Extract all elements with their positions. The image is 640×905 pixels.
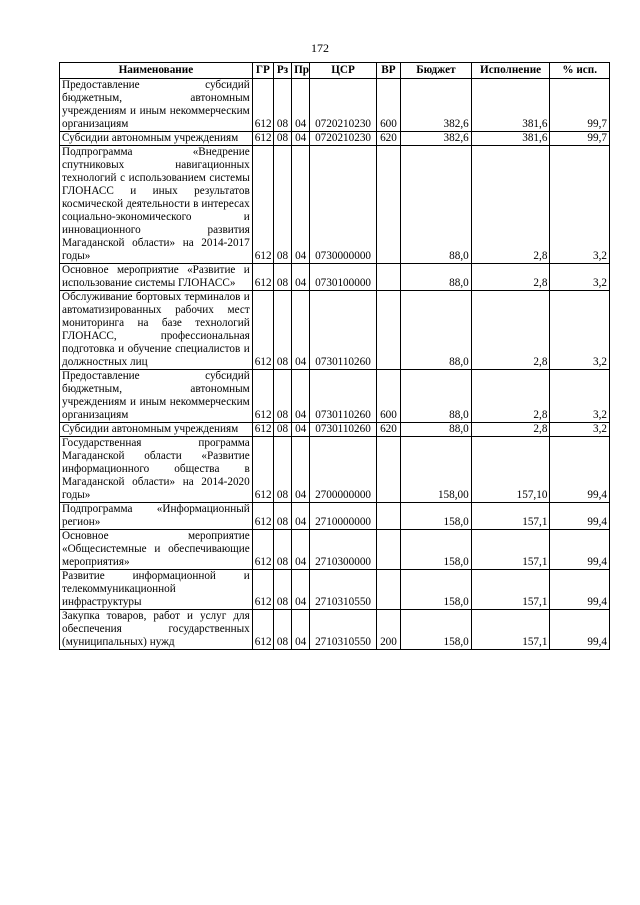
cell-name: Предоставление субсидий бюджетным, автономным учреждениям и иным некоммерческим организациям: [60, 370, 253, 423]
cell-budget: 158,0: [401, 610, 472, 650]
cell-vr: 620: [376, 423, 400, 437]
cell-pr: 04: [292, 570, 310, 610]
header-percent: % исп.: [550, 63, 610, 79]
table-header: [60, 63, 610, 79]
cell-rz: 08: [273, 291, 291, 370]
header-name: Наименование: [60, 63, 253, 79]
budget-table: [59, 62, 610, 650]
cell-execution: 157,1: [471, 570, 550, 610]
cell-name: Закупка товаров, работ и услуг для обеспечения государственных (муниципальных) нужд: [60, 610, 253, 650]
cell-budget: 88,0: [401, 423, 472, 437]
cell-pr: 04: [292, 610, 310, 650]
header-vr: ВР: [376, 63, 400, 79]
cell-gr: 612: [252, 570, 273, 610]
cell-execution: 157,1: [471, 610, 550, 650]
cell-execution: 381,6: [471, 79, 550, 132]
cell-csr: 0730000000: [310, 146, 377, 264]
cell-pr: 04: [292, 79, 310, 132]
cell-percent: 3,2: [550, 423, 610, 437]
cell-vr: 600: [376, 79, 400, 132]
cell-pr: 04: [292, 264, 310, 291]
cell-csr: 2710300000: [310, 530, 377, 570]
cell-vr: [376, 530, 400, 570]
cell-percent: 99,4: [550, 530, 610, 570]
cell-name: Подпрограмма «Внедрение спутниковых навигационных технологий с использованием системы ГЛОНАСС и иных результатов космической деятельности в интересах социально-экономического и инновационного развития Магаданской области» на 2014-2017 годы»: [60, 146, 253, 264]
cell-budget: 88,0: [401, 291, 472, 370]
cell-gr: 612: [252, 146, 273, 264]
cell-rz: 08: [273, 146, 291, 264]
cell-pr: 04: [292, 132, 310, 146]
cell-pr: 04: [292, 291, 310, 370]
cell-name: Субсидии автономным учреждениям: [60, 423, 253, 437]
cell-percent: 3,2: [550, 146, 610, 264]
cell-budget: 158,00: [401, 437, 472, 503]
cell-percent: 3,2: [550, 370, 610, 423]
header-csr: ЦСР: [310, 63, 377, 79]
cell-gr: 612: [252, 132, 273, 146]
table-row: [60, 79, 610, 132]
cell-execution: 157,1: [471, 530, 550, 570]
cell-execution: 2,8: [471, 264, 550, 291]
cell-rz: 08: [273, 610, 291, 650]
header-pr: Пр: [292, 63, 310, 79]
page-number: 172: [311, 41, 329, 55]
cell-csr: 2710310550: [310, 610, 377, 650]
cell-vr: [376, 503, 400, 530]
header-rz: Рз: [273, 63, 291, 79]
cell-budget: 88,0: [401, 264, 472, 291]
cell-rz: 08: [273, 437, 291, 503]
cell-gr: 612: [252, 610, 273, 650]
cell-execution: 381,6: [471, 132, 550, 146]
cell-vr: [376, 570, 400, 610]
cell-gr: 612: [252, 503, 273, 530]
cell-vr: [376, 264, 400, 291]
cell-budget: 382,6: [401, 132, 472, 146]
table-row: [60, 530, 610, 570]
cell-name: Субсидии автономным учреждениям: [60, 132, 253, 146]
cell-rz: 08: [273, 570, 291, 610]
cell-gr: 612: [252, 264, 273, 291]
cell-budget: 88,0: [401, 370, 472, 423]
table-row: [60, 146, 610, 264]
header-execution: Исполнение: [471, 63, 550, 79]
cell-pr: 04: [292, 437, 310, 503]
cell-execution: 157,10: [471, 437, 550, 503]
cell-rz: 08: [273, 423, 291, 437]
cell-percent: 99,7: [550, 132, 610, 146]
cell-name: Предоставление субсидий бюджетным, автономным учреждениям и иным некоммерческим организациям: [60, 79, 253, 132]
table-row: [60, 423, 610, 437]
table-row: [60, 264, 610, 291]
cell-rz: 08: [273, 132, 291, 146]
cell-execution: 2,8: [471, 370, 550, 423]
cell-csr: 0720210230: [310, 79, 377, 132]
cell-pr: 04: [292, 146, 310, 264]
cell-vr: 200: [376, 610, 400, 650]
table-row: [60, 291, 610, 370]
header-row: [60, 63, 610, 79]
cell-pr: 04: [292, 530, 310, 570]
cell-gr: 612: [252, 291, 273, 370]
table-row: [60, 437, 610, 503]
cell-gr: 612: [252, 423, 273, 437]
cell-rz: 08: [273, 79, 291, 132]
cell-budget: 158,0: [401, 570, 472, 610]
table-row: [60, 610, 610, 650]
cell-rz: 08: [273, 370, 291, 423]
cell-budget: 158,0: [401, 503, 472, 530]
cell-budget: 158,0: [401, 530, 472, 570]
table-row: [60, 370, 610, 423]
cell-pr: 04: [292, 370, 310, 423]
cell-gr: 612: [252, 79, 273, 132]
cell-budget: 382,6: [401, 79, 472, 132]
cell-vr: 620: [376, 132, 400, 146]
cell-name: Государственная программа Магаданской области «Развитие информационного общества в Магаданской области» на 2014-2020 годы»: [60, 437, 253, 503]
cell-percent: 99,4: [550, 437, 610, 503]
cell-csr: 0720210230: [310, 132, 377, 146]
cell-rz: 08: [273, 264, 291, 291]
cell-percent: 99,4: [550, 610, 610, 650]
cell-percent: 99,4: [550, 503, 610, 530]
cell-rz: 08: [273, 503, 291, 530]
cell-gr: 612: [252, 437, 273, 503]
cell-rz: 08: [273, 530, 291, 570]
cell-csr: 0730110260: [310, 423, 377, 437]
table-row: [60, 570, 610, 610]
cell-csr: 0730100000: [310, 264, 377, 291]
cell-percent: 99,4: [550, 570, 610, 610]
header-budget: Бюджет: [401, 63, 472, 79]
cell-vr: [376, 291, 400, 370]
cell-percent: 3,2: [550, 264, 610, 291]
cell-name: Развитие информационной и телекоммуникационной инфраструктуры: [60, 570, 253, 610]
cell-percent: 99,7: [550, 79, 610, 132]
cell-csr: 2710000000: [310, 503, 377, 530]
cell-vr: [376, 146, 400, 264]
cell-gr: 612: [252, 530, 273, 570]
table-row: [60, 503, 610, 530]
cell-execution: 2,8: [471, 423, 550, 437]
cell-vr: [376, 437, 400, 503]
cell-execution: 157,1: [471, 503, 550, 530]
cell-pr: 04: [292, 423, 310, 437]
cell-execution: 2,8: [471, 291, 550, 370]
cell-pr: 04: [292, 503, 310, 530]
cell-csr: 0730110260: [310, 370, 377, 423]
cell-percent: 3,2: [550, 291, 610, 370]
cell-csr: 0730110260: [310, 291, 377, 370]
header-gr: ГР: [252, 63, 273, 79]
cell-name: Основное мероприятие «Общесистемные и обеспечивающие мероприятия»: [60, 530, 253, 570]
cell-budget: 88,0: [401, 146, 472, 264]
cell-vr: 600: [376, 370, 400, 423]
cell-gr: 612: [252, 370, 273, 423]
cell-csr: 2710310550: [310, 570, 377, 610]
cell-csr: 2700000000: [310, 437, 377, 503]
cell-name: Обслуживание бортовых терминалов и автоматизированных рабочих мест мониторинга на базе технологий ГЛОНАСС, профессиональная подготовка и обучение специалистов и должностных лиц: [60, 291, 253, 370]
table-row: [60, 132, 610, 146]
cell-execution: 2,8: [471, 146, 550, 264]
cell-name: Подпрограмма «Информационный регион»: [60, 503, 253, 530]
table-body: [60, 79, 610, 650]
cell-name: Основное мероприятие «Развитие и использование системы ГЛОНАСС»: [60, 264, 253, 291]
